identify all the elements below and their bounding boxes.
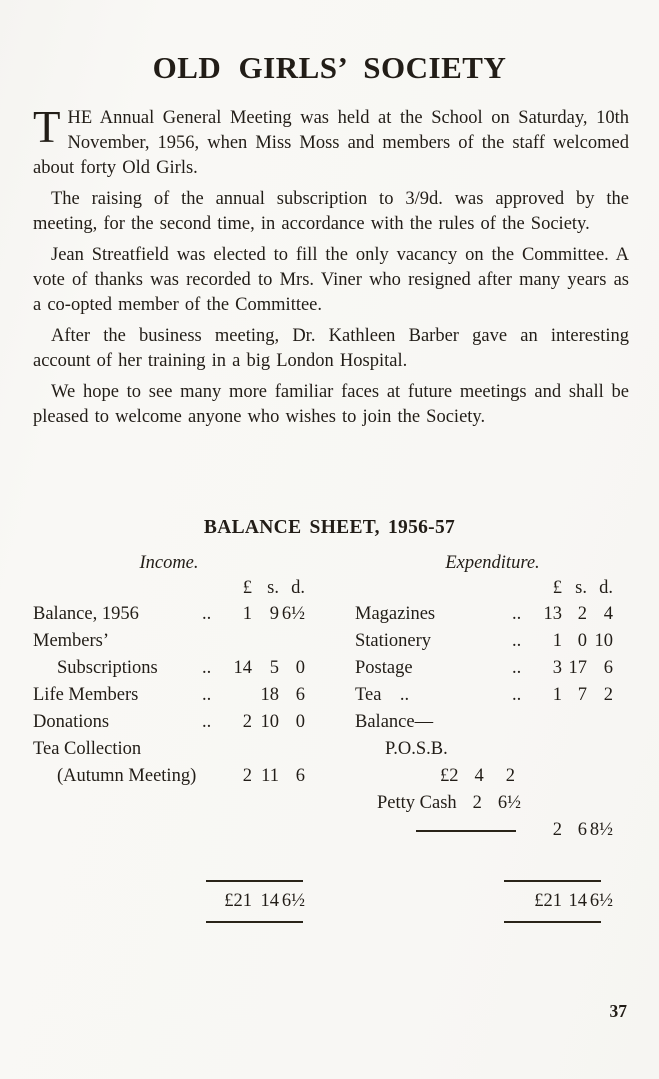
table-row: Balance, 1956 .. 1 9 6½ xyxy=(33,604,305,624)
total-rule-bottom xyxy=(206,921,303,923)
paragraph-3: Jean Streatfield was elected to fill the only vacancy on the Committee. A vote of thanks was recorded to Mrs. Viner who resigned after many years as a co-opted member of the Committee. xyxy=(33,245,629,315)
table-row: (Autumn Meeting) 2 11 6 xyxy=(57,766,305,786)
paragraph-1 xyxy=(33,102,629,181)
shillings-symbol: s. xyxy=(575,578,587,598)
table-row: Subscriptions .. 14 5 0 xyxy=(57,658,305,678)
income-heading: Income. xyxy=(139,553,199,573)
posb-label-line: P.O.S.B. xyxy=(385,739,448,759)
shillings-symbol: s. xyxy=(267,578,279,598)
page-number: 37 xyxy=(609,1001,627,1021)
pence-symbol: d. xyxy=(599,578,613,598)
pounds-symbol: £ xyxy=(242,578,252,598)
paragraph-5: We hope to see many more familiar faces at future meetings and shall be pleased to welcome anyone who wishes to join the Society. xyxy=(33,382,629,427)
balance-sheet xyxy=(0,551,659,923)
page-title: OLD GIRLS’ SOCIETY xyxy=(152,50,507,85)
table-row: Magazines .. 13 2 4 xyxy=(355,604,613,624)
subtotal-rule xyxy=(416,830,516,832)
balance-label-line: Balance— xyxy=(355,712,434,732)
total-rule-top xyxy=(206,880,303,882)
expenditure-total-row: £21 14 6½ xyxy=(534,891,613,911)
balance-sheet-heading: BALANCE SHEET, 1956-57 xyxy=(203,517,456,538)
table-row: Stationery .. 1 0 10 xyxy=(355,631,613,651)
article-body xyxy=(0,102,659,430)
petty-cash-line: Petty Cash 2 6½ xyxy=(377,793,522,813)
posb-amount-line: £2 4 2 xyxy=(440,766,515,786)
balance-subtotal-row: 2 6 8½ xyxy=(355,817,630,844)
income-currency-header xyxy=(33,575,305,601)
income-column xyxy=(33,551,305,923)
expenditure-currency-header xyxy=(355,575,630,601)
pence-symbol: d. xyxy=(291,578,305,598)
paragraph-4: After the business meeting, Dr. Kathleen Barber gave an interesting account of her training in a big London Hospital. xyxy=(33,326,629,371)
expenditure-column xyxy=(355,551,630,923)
expenditure-total-block xyxy=(355,880,630,923)
table-row: Members’ xyxy=(33,631,110,651)
income-total-row: £21 14 6½ xyxy=(224,891,305,911)
table-row: Donations .. 2 10 0 xyxy=(33,712,305,732)
paragraph-1-text: HE Annual General Meeting was held at the School on Saturday, 10th November, 1956, when Miss Moss and members of the staff welcomed about forty Old Girls. xyxy=(33,108,629,178)
table-row: Tea .. .. 1 7 2 xyxy=(355,685,613,705)
table-row: Tea Collection xyxy=(33,739,142,759)
table-row: Life Members .. 18 6 xyxy=(33,685,305,705)
pounds-symbol: £ xyxy=(552,578,562,598)
table-row: Postage .. 3 17 6 xyxy=(355,658,613,678)
income-total-block xyxy=(33,880,305,923)
total-rule-top xyxy=(504,880,601,882)
total-rule-bottom xyxy=(504,921,601,923)
drop-cap: T xyxy=(33,102,61,152)
expenditure-heading: Expenditure. xyxy=(445,553,540,573)
paragraph-2: The raising of the annual subscription to 3/9d. was approved by the meeting, for the second time, in accordance with the rules of the Society. xyxy=(33,189,629,234)
